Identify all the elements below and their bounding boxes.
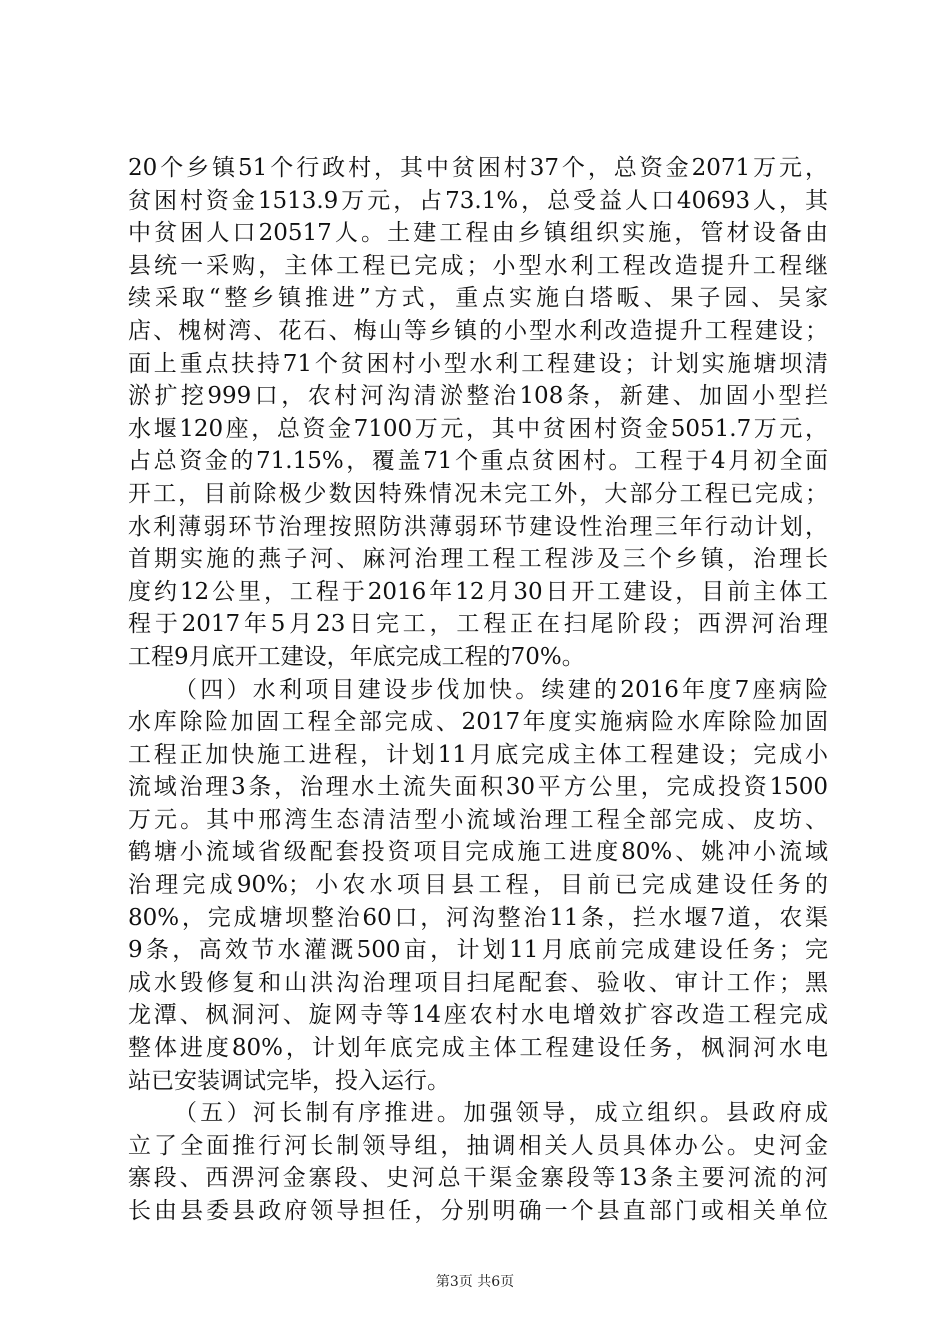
text-line: 工程9月底开工建设，年底完成工程的70%。	[128, 643, 585, 670]
text-line: 整体进度80%，计划年底完成主体工程建设任务，枫洞河水电	[128, 1035, 828, 1062]
text-line: 寨段、西淠河金寨段、史河总干渠金寨段等13条主要河流的河	[128, 1165, 828, 1192]
text-line: 万元。其中邢湾生态清洁型小流域治理工程全部完成、皮坊、	[128, 806, 828, 833]
text-line: 开工，目前除极少数因特殊情况未完工外，大部分工程已完成；	[128, 480, 828, 507]
text-line: 9条，高效节水灌溉500亩，计划11月底前完成建设任务；完	[128, 937, 828, 964]
text-line: 龙潭、枫洞河、旋网寺等14座农村水电增效扩容改造工程完成	[128, 1002, 828, 1029]
paragraph-start-line: （五）河长制有序推进。加强领导，成立组织。县政府成	[174, 1100, 828, 1127]
text-line: 成水毁修复和山洪沟治理项目扫尾配套、验收、审计工作；黑	[128, 969, 828, 996]
text-line: 中贫困人口20517人。土建工程由乡镇组织实施，管材设备由	[128, 220, 828, 247]
text-line: 水利薄弱环节治理按照防洪薄弱环节建设性治理三年行动计划，	[128, 513, 828, 540]
text-line: 鹤塘小流域省级配套投资项目完成施工进度80%、姚冲小流域	[128, 839, 828, 866]
text-line: 淤扩挖999口，农村河沟清淤整治108条，新建、加固小型拦	[128, 383, 828, 410]
text-line: 县统一采购，主体工程已完成；小型水利工程改造提升工程继	[128, 252, 828, 279]
text-line: 度约12公里，工程于2016年12月30日开工建设，目前主体工	[128, 578, 828, 605]
text-line: 首期实施的燕子河、麻河治理工程工程涉及三个乡镇，治理长	[128, 546, 828, 573]
text-line: 站已安装调试完毕，投入运行。	[128, 1067, 450, 1094]
text-line: 80%，完成塘坝整治60口，河沟整治11条，拦水堰7道，农渠	[128, 904, 828, 931]
text-line: 贫困村资金1513.9万元，占73.1%，总受益人口40693人，其	[128, 187, 828, 214]
text-line: 治理完成90%；小农水项目县工程，目前已完成建设任务的	[128, 872, 828, 899]
text-line: 程于2017年5月23日完工，工程正在扫尾阶段；西淠河治理	[128, 611, 828, 638]
text-line: 面上重点扶持71个贫困村小型水利工程建设；计划实施塘坝清	[128, 350, 828, 377]
text-line: 20个乡镇51个行政村，其中贫困村37个，总资金2071万元，	[128, 155, 828, 181]
text-line: 流域治理3条，治理水土流失面积30平方公里，完成投资1500	[128, 774, 828, 801]
text-line: 水堰120座，总资金7100万元，其中贫困村资金5051.7万元，	[128, 415, 828, 442]
text-line: 立了全面推行河长制领导组，抽调相关人员具体办公。史河金	[128, 1132, 828, 1159]
text-line: 占总资金的71.15%，覆盖71个重点贫困村。工程于4月初全面	[128, 448, 828, 475]
text-line: 水库除险加固工程全部完成、2017年度实施病险水库除险加固	[128, 709, 828, 736]
document-body	[128, 152, 828, 1228]
page-number-footer: 第3页 共6页	[435, 1274, 515, 1290]
text-line: 续采取“整乡镇推进”方式，重点实施白塔畈、果子园、吴家	[128, 285, 828, 312]
text-line: 长由县委县政府领导担任，分别明确一个县直部门或相关单位	[128, 1198, 828, 1224]
text-line: 店、槐树湾、花石、梅山等乡镇的小型水利改造提升工程建设；	[128, 317, 828, 344]
text-line: 工程正加快施工进程，计划11月底完成主体工程建设；完成小	[128, 741, 828, 768]
paragraph-start-line: （四）水利项目建设步伐加快。续建的2016年度7座病险	[174, 676, 828, 703]
